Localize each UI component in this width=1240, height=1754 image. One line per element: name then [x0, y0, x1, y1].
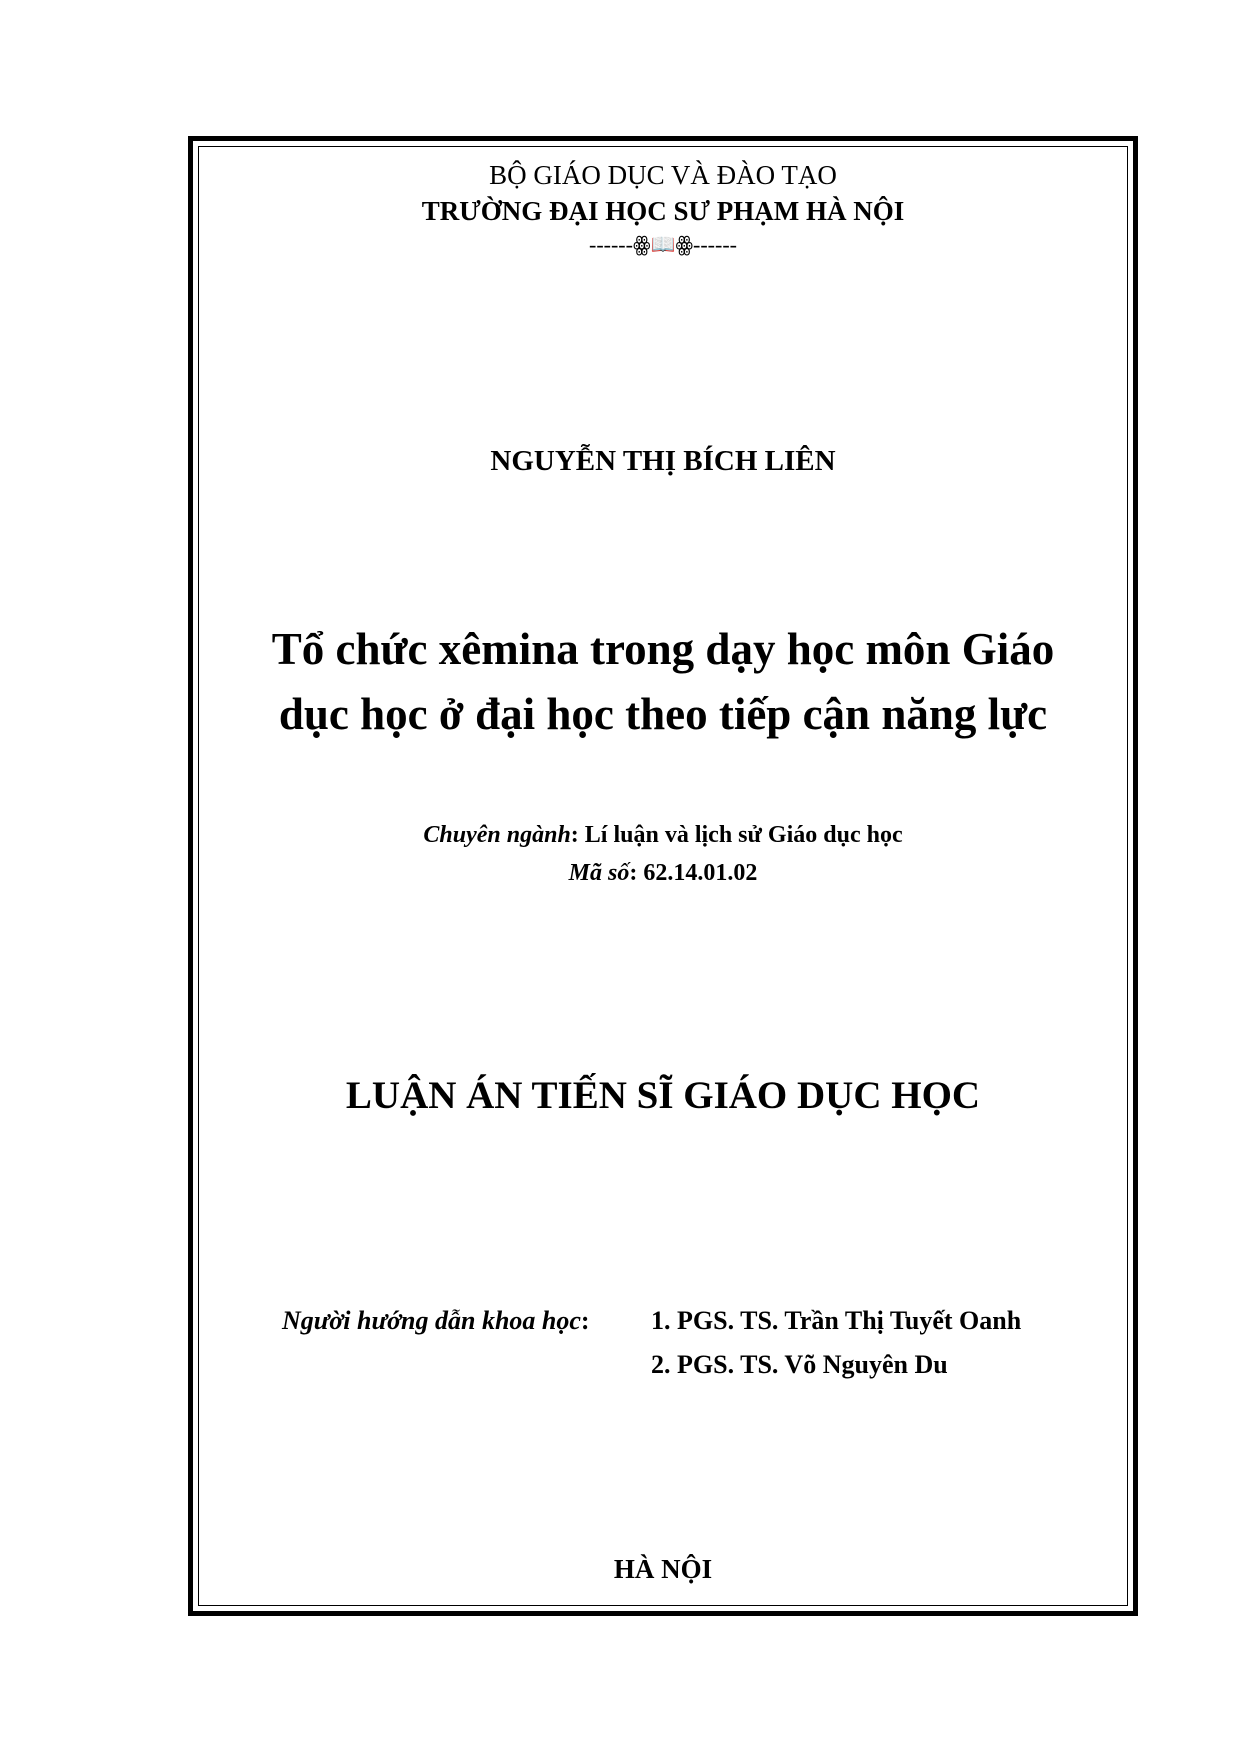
code-label: Mã số: [568, 860, 630, 886]
degree-title: LUẬN ÁN TIẾN SĨ GIÁO DỤC HỌC: [345, 1074, 981, 1117]
ministry-name: BỘ GIÁO DỤC VÀ ĐÀO TẠO: [489, 160, 837, 190]
major-label: Chuyên ngành: [423, 822, 571, 848]
supervisor-1: 1. PGS. TS. Trần Thị Tuyết Oanh: [651, 1306, 1022, 1335]
decorative-divider: [188, 232, 1138, 258]
divider-dashes-left: ------: [589, 232, 633, 257]
university-name: TRƯỜNG ĐẠI HỌC SƯ PHẠM HÀ NỘI: [421, 196, 905, 226]
code-line: [188, 860, 1138, 887]
supervisor-label-colon: :: [580, 1306, 590, 1335]
thesis-title-line-1: Tổ chức xêmina trong dạy học môn Giáo: [271, 624, 1055, 674]
code-value: : 62.14.01.02: [629, 860, 758, 886]
author-name: NGUYỄN THỊ BÍCH LIÊN: [490, 445, 836, 477]
city-name: HÀ NỘI: [613, 1554, 713, 1584]
divider-dashes-right: ------: [693, 232, 737, 257]
book-ornament-icon: ꙮ📖ꙮ: [632, 232, 694, 256]
major-line: [188, 822, 1138, 849]
thesis-title: [188, 617, 1138, 748]
supervisor-label: [282, 1306, 590, 1336]
major-value: : Lí luận và lịch sử Giáo dục học: [570, 822, 903, 848]
supervisor-label-text: Người hướng dẫn khoa học: [282, 1306, 581, 1335]
supervisor-2: 2. PGS. TS. Võ Nguyên Du: [651, 1350, 948, 1379]
thesis-title-line-2: dục học ở đại học theo tiếp cận năng lực: [278, 689, 1048, 740]
